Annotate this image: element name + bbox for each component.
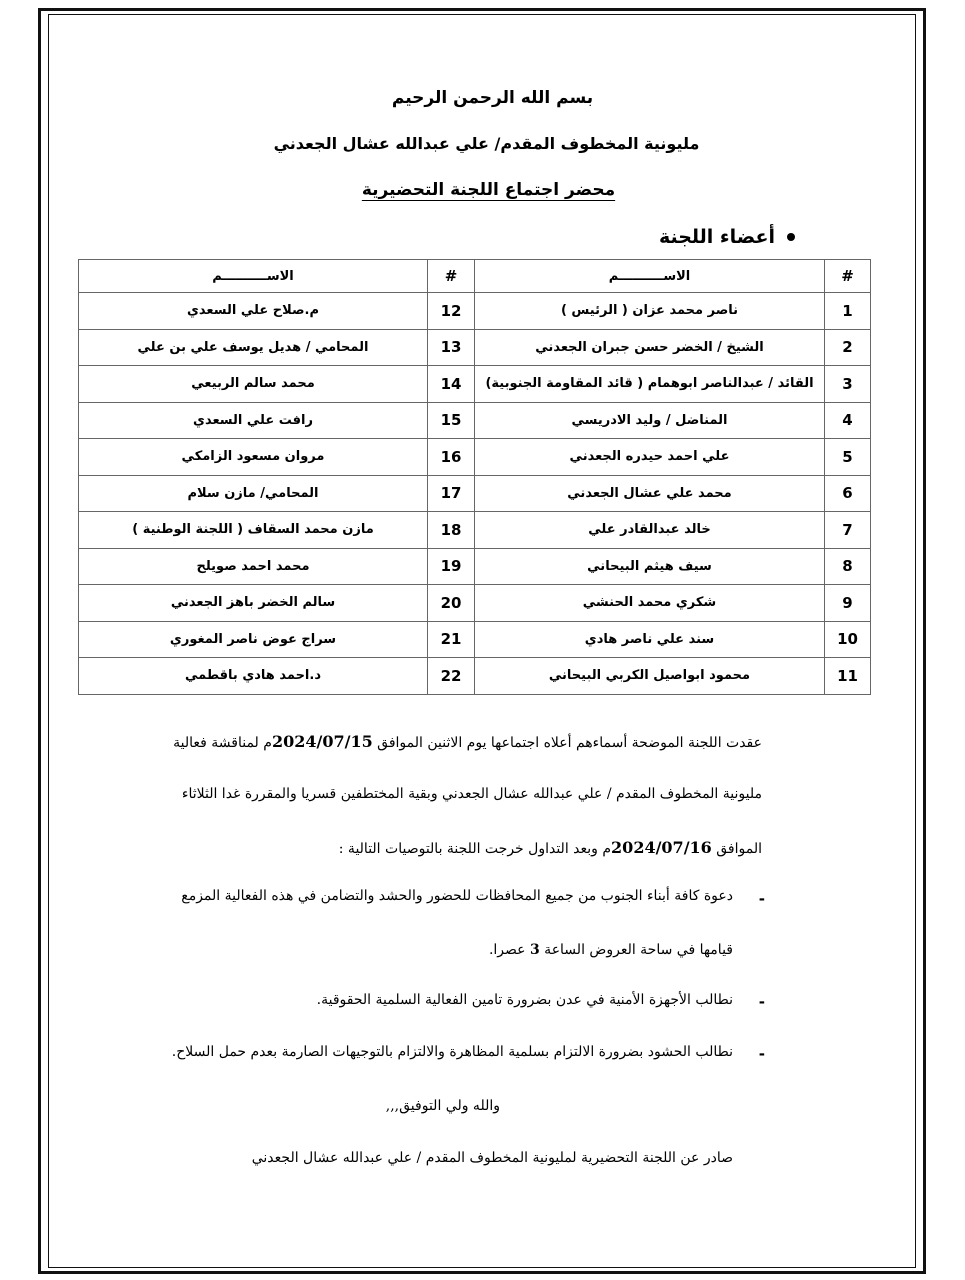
members-table (78, 259, 871, 695)
recommendation-dash: - (758, 890, 765, 908)
member-number: 8 (825, 548, 871, 585)
issued-by-line: صادر عن اللجنة التحضيرية لمليونية المخطوف المقدم / علي عبدالله عشال الجعدني (251, 1150, 733, 1166)
event-date: 2024/07/16 (611, 838, 712, 857)
member-number: 12 (428, 293, 475, 330)
table-row (79, 329, 871, 366)
member-number: 5 (825, 439, 871, 476)
column-header-number: # (825, 260, 871, 293)
member-number: 22 (428, 658, 475, 695)
table-row (79, 366, 871, 403)
members-table-body (79, 293, 871, 695)
member-name: محمد علي عشال الجعدني (475, 475, 825, 512)
paragraph-event-date-start: الموافق (711, 841, 762, 857)
member-name: سيف هيثم البيحاني (475, 548, 825, 585)
table-row (79, 475, 871, 512)
event-hour: 3 (529, 942, 540, 958)
member-number: 18 (428, 512, 475, 549)
paragraph-event: مليونية المخطوف المقدم / علي عبدالله عشال الجعدني وبقية المختطفين قسريا والمقررة غدا الثلاثاء (181, 786, 762, 802)
column-header-name: الاســــــــــم (79, 260, 428, 293)
member-name: سالم الخضر باهز الجعدني (79, 585, 428, 622)
member-number: 15 (428, 402, 475, 439)
member-number: 6 (825, 475, 871, 512)
member-name: مروان مسعود الزامكي (79, 439, 428, 476)
closing-phrase: والله ولي التوفيق,,, (385, 1098, 500, 1114)
member-number: 9 (825, 585, 871, 622)
members-heading-text: أعضاء اللجنة (658, 226, 775, 248)
members-heading (659, 226, 795, 248)
table-row (79, 293, 871, 330)
member-name: خالد عبدالقادر علي (475, 512, 825, 549)
recommendation-dash: - (758, 993, 765, 1011)
member-name: المناضل / وليد الادريسي (475, 402, 825, 439)
member-number: 13 (428, 329, 475, 366)
recommendation-dash: - (758, 1045, 765, 1063)
member-number: 11 (825, 658, 871, 695)
member-number: 1 (825, 293, 871, 330)
member-name: د.احمد هادي باقطمي (79, 658, 428, 695)
member-name: علي احمد حيدره الجعدني (475, 439, 825, 476)
member-name: محمود ابواصيل الكربي البيحاني (475, 658, 825, 695)
member-number: 16 (428, 439, 475, 476)
member-number: 4 (825, 402, 871, 439)
member-number: 17 (428, 475, 475, 512)
member-name: محمد سالم الربيعي (79, 366, 428, 403)
member-number: 21 (428, 621, 475, 658)
paragraph-meeting-end: م لمناقشة فعالية (173, 735, 272, 751)
paragraph-meeting-start: عقدت اللجنة الموضحة أسماءهم أعلاه اجتماعها يوم الاثنين الموافق (372, 735, 762, 751)
table-row (79, 658, 871, 695)
column-header-number: # (428, 260, 475, 293)
member-number: 20 (428, 585, 475, 622)
table-row (79, 585, 871, 622)
table-row (79, 621, 871, 658)
member-number: 2 (825, 329, 871, 366)
member-name: شكري محمد الحنشي (475, 585, 825, 622)
member-name: القائد / عبدالناصر ابوهمام ( قائد المقاومة الجنوبية) (475, 366, 825, 403)
minutes-title (6, 180, 965, 200)
member-name: م.صلاح علي السعدي (79, 293, 428, 330)
table-row (79, 548, 871, 585)
member-name: الشيخ / الخضر حسن جبران الجعدني (475, 329, 825, 366)
member-name: سند علي ناصر هادي (475, 621, 825, 658)
member-number: 14 (428, 366, 475, 403)
minutes-title-text: محضر اجتماع اللجنة التحضيرية (361, 180, 616, 200)
recommendation-3: نطالب الحشود بضرورة الالتزام بسلمية المظاهرة والالتزام بالتوجيهات الصارمة بعدم حمل السلاح. (171, 1044, 733, 1060)
basmala: بسم الله الرحمن الرحيم (391, 88, 594, 108)
member-name: المحامي/ مازن سلام (79, 475, 428, 512)
table-row (79, 439, 871, 476)
recommendation-1-line-1: دعوة كافة أبناء الجنوب من جميع المحافظات للحضور والحشد والتضامن في هذه الفعالية المزمع (181, 888, 733, 904)
member-number: 10 (825, 621, 871, 658)
recommendation-2: نطالب الأجهزة الأمنية في عدن بضرورة تامين الفعالية السلمية الحقوقية. (316, 992, 733, 1008)
member-name: مازن محمد السقاف ( اللجنة الوطنية ) (79, 512, 428, 549)
member-name: محمد احمد صويلح (79, 548, 428, 585)
document-subject: مليونية المخطوف المقدم/ علي عبدالله عشال الجعدني (273, 134, 700, 153)
column-header-name: الاســــــــــم (475, 260, 825, 293)
recommendation-1-line-2-start: قيامها في ساحة العروض الساعة (539, 942, 733, 958)
table-header-row (79, 260, 871, 293)
paragraph-meeting (173, 732, 762, 751)
member-number: 3 (825, 366, 871, 403)
recommendation-1-line-2 (489, 942, 733, 958)
member-name: سراج عوض ناصر المغوري (79, 621, 428, 658)
paragraph-event-date (339, 838, 762, 857)
member-number: 7 (825, 512, 871, 549)
member-name: رافت علي السعدي (79, 402, 428, 439)
table-row (79, 402, 871, 439)
paragraph-event-date-end: م وبعد التداول خرجت اللجنة بالتوصيات التالية : (338, 841, 612, 857)
table-row (79, 512, 871, 549)
member-number: 19 (428, 548, 475, 585)
bullet-icon (787, 233, 795, 241)
recommendation-1-line-2-end: عصرا. (488, 942, 530, 958)
meeting-date: 2024/07/15 (271, 732, 373, 751)
member-name: ناصر محمد عزان ( الرئيس ) (475, 293, 825, 330)
member-name: المحامي / هديل يوسف علي بن علي (79, 329, 428, 366)
